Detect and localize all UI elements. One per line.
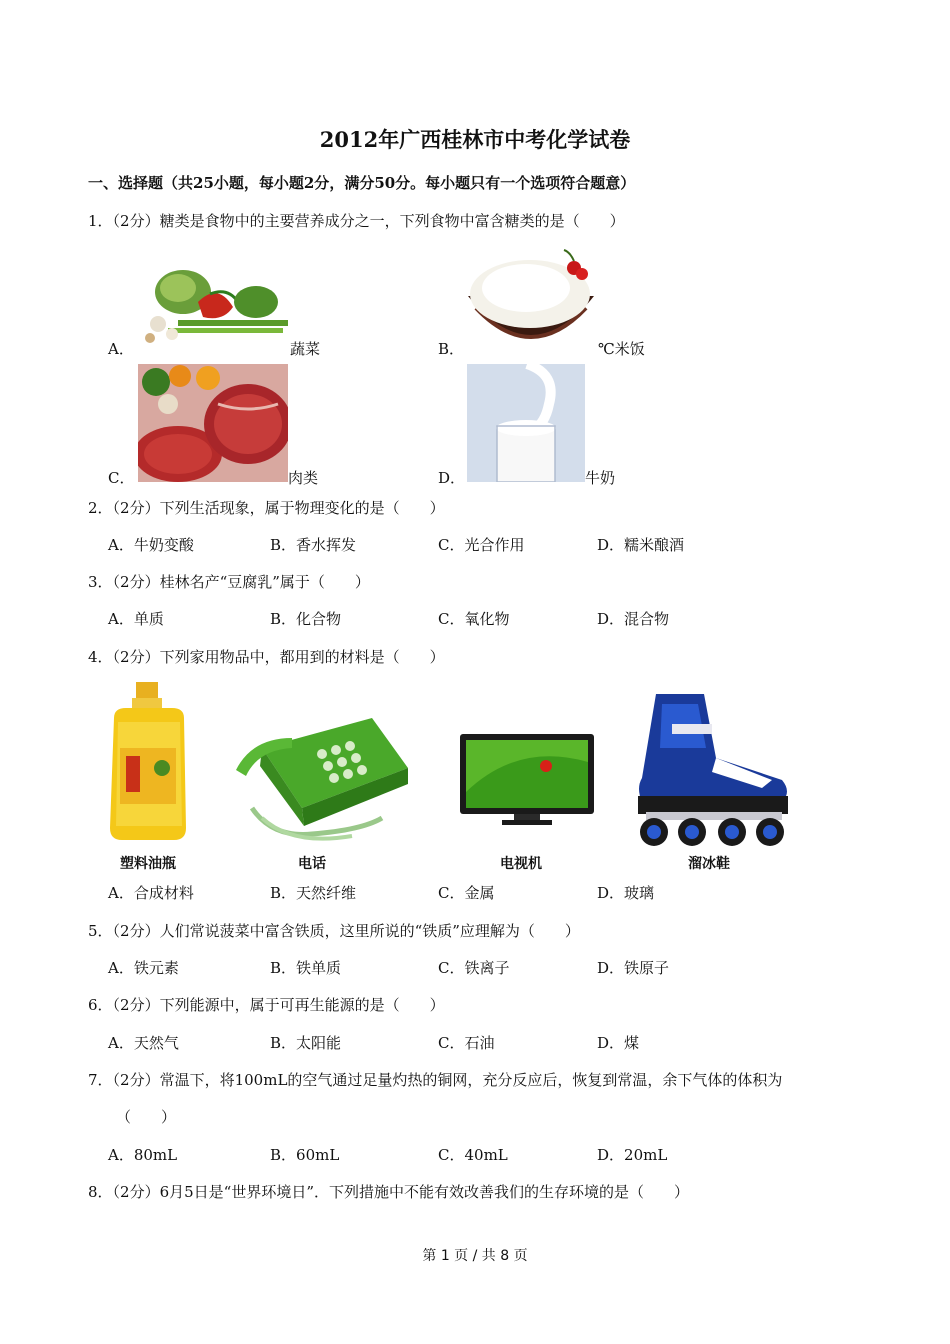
rice-bowl-image bbox=[466, 246, 596, 352]
q1-caption-vegetables: 蔬菜 bbox=[290, 340, 321, 358]
q3-option-a: A．单质 bbox=[108, 610, 164, 628]
question-1-stem: 1．（2分）糖类是食物中的主要营养成分之一，下列食物中富含糖类的是（ ） bbox=[88, 212, 625, 230]
q1-caption-milk: 牛奶 bbox=[585, 469, 616, 487]
question-7-stem-continued: （ ） bbox=[116, 1108, 177, 1126]
q3-option-d: D．混合物 bbox=[597, 610, 670, 628]
q6-option-d: D．煤 bbox=[597, 1034, 640, 1052]
question-8-stem: 8．（2分）6月5日是“世界环境日”．下列措施中不能有效改善我们的生存环境的是（ ） bbox=[88, 1183, 690, 1201]
telephone-image bbox=[232, 708, 410, 848]
q2-option-c: C．光合作用 bbox=[438, 536, 525, 554]
roller-skate-image bbox=[632, 688, 794, 850]
q4-option-b: B．天然纤维 bbox=[270, 884, 357, 902]
page-title: 2012年广西桂林市中考化学试卷 bbox=[319, 127, 631, 152]
q7-option-b: B．60mL bbox=[270, 1146, 340, 1164]
milk-image bbox=[467, 364, 585, 482]
question-4-stem: 4．（2分）下列家用物品中，都用到的材料是（ ） bbox=[88, 648, 445, 666]
q6-option-b: B．太阳能 bbox=[270, 1034, 342, 1052]
question-5-stem: 5．（2分）人们常说菠菜中富含铁质，这里所说的“铁质”应理解为（ ） bbox=[88, 922, 580, 940]
section-heading: 一、选择题（共25小题，每小题2分，满分50分。每小题只有一个选项符合题意） bbox=[88, 174, 636, 192]
q2-option-b: B．香水挥发 bbox=[270, 536, 357, 554]
q7-option-c: C．40mL bbox=[438, 1146, 508, 1164]
q5-option-b: B．铁单质 bbox=[270, 959, 342, 977]
q1-caption-rice: ℃米饭 bbox=[598, 340, 645, 358]
q7-option-d: D．20mL bbox=[597, 1146, 668, 1164]
meat-image bbox=[138, 364, 288, 482]
question-7-stem: 7．（2分）常温下，将100mL的空气通过足量灼热的铜网，充分反应后，恢复到常温，余下气体的体积为 bbox=[88, 1071, 783, 1089]
q5-option-a: A．铁元素 bbox=[108, 959, 179, 977]
q7-option-a: A．80mL bbox=[108, 1146, 178, 1164]
question-2-stem: 2．（2分）下列生活现象，属于物理变化的是（ ） bbox=[88, 499, 445, 517]
q1-option-b: B． bbox=[438, 340, 465, 358]
q4-option-c: C．金属 bbox=[438, 884, 495, 902]
q4-label-oil-bottle: 塑料油瓶 bbox=[120, 856, 176, 872]
q6-option-c: C．石油 bbox=[438, 1034, 495, 1052]
page-footer: 第 1 页 / 共 8 页 bbox=[422, 1248, 528, 1264]
q4-label-television: 电视机 bbox=[500, 856, 542, 872]
oil-bottle-image bbox=[106, 678, 192, 844]
vegetables-image bbox=[138, 262, 290, 350]
q1-caption-meat: 肉类 bbox=[288, 469, 319, 487]
q5-option-d: D．铁原子 bbox=[597, 959, 670, 977]
q2-option-a: A．牛奶变酸 bbox=[108, 536, 194, 554]
q4-label-roller-skate: 溜冰鞋 bbox=[688, 856, 730, 872]
q5-option-c: C．铁离子 bbox=[438, 959, 510, 977]
q6-option-a: A．天然气 bbox=[108, 1034, 179, 1052]
question-3-stem: 3．（2分）桂林名产“豆腐乳”属于（ ） bbox=[88, 573, 370, 591]
q4-label-telephone: 电话 bbox=[298, 856, 326, 872]
q1-option-c: C． bbox=[108, 469, 135, 487]
q2-option-d: D．糯米酿酒 bbox=[597, 536, 685, 554]
q1-option-d: D． bbox=[438, 469, 466, 487]
q4-option-a: A．合成材料 bbox=[108, 884, 194, 902]
q3-option-c: C．氧化物 bbox=[438, 610, 510, 628]
q3-option-b: B．化合物 bbox=[270, 610, 342, 628]
q4-option-d: D．玻璃 bbox=[597, 884, 655, 902]
television-image bbox=[458, 732, 596, 828]
question-6-stem: 6．（2分）下列能源中，属于可再生能源的是（ ） bbox=[88, 996, 445, 1014]
q1-option-a: A． bbox=[108, 340, 134, 358]
